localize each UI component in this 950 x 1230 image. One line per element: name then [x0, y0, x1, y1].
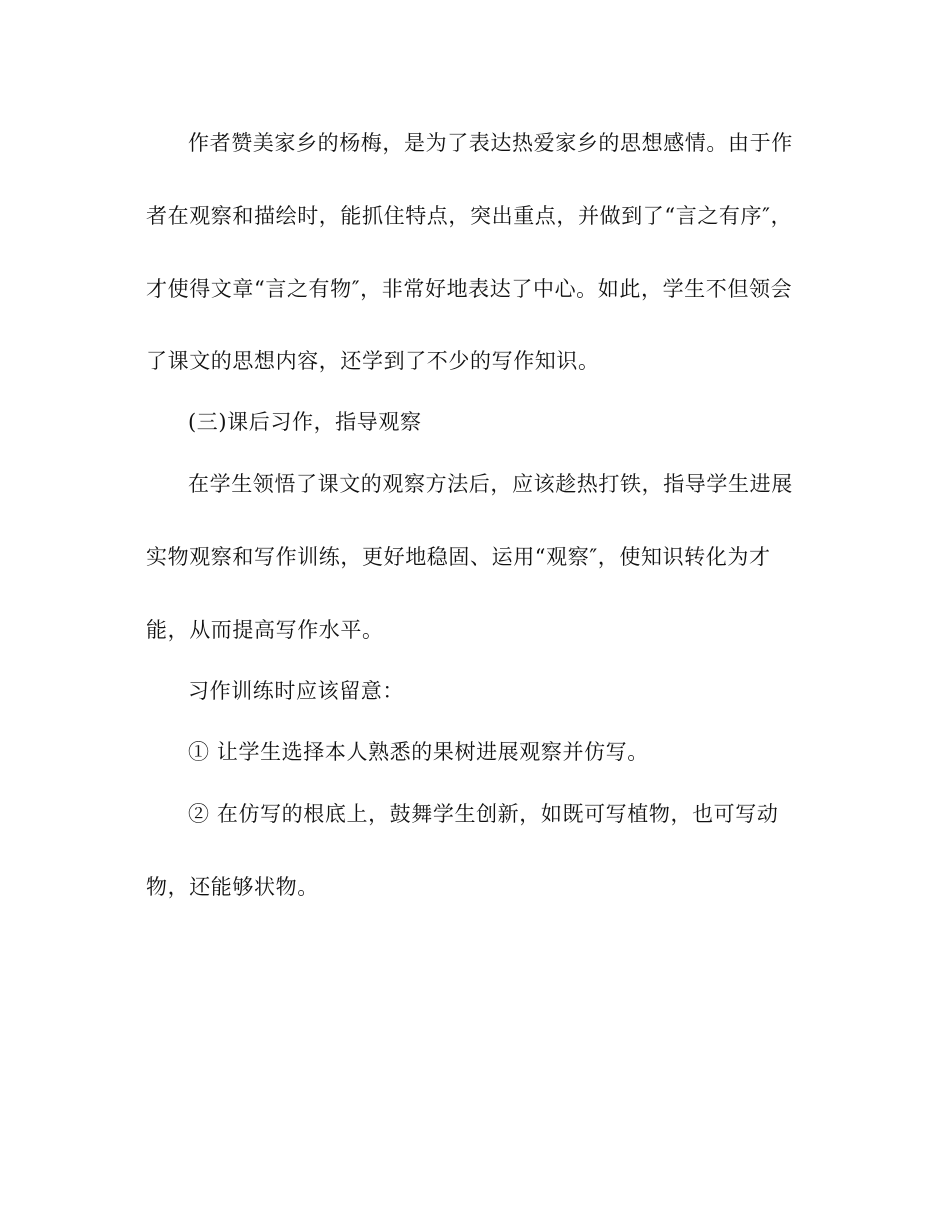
paragraph-line: 才使得文章“言之有物″，非常好地表达了中心。如此，学生不但领会 [146, 277, 793, 301]
list-item-continuation: 物，还能够状物。 [146, 875, 319, 899]
paragraph-line: 能，从而提高写作水平。 [146, 618, 384, 642]
paragraph-line: 者在观察和描绘时，能抓住特点，突出重点，并做到了“言之有序″， [146, 204, 793, 228]
section-heading: (三)课后习作，指导观察 [188, 410, 422, 434]
list-item: ① 让学生选择本人熟悉的果树进展观察并仿写。 [188, 740, 649, 764]
paragraph-line: 了课文的思想内容，还学到了不少的写作知识。 [146, 349, 600, 373]
paragraph-line: 作者赞美家乡的杨梅，是为了表达热爱家乡的思想感情。由于作 [188, 131, 793, 155]
list-item: ② 在仿写的根底上，鼓舞学生创新，如既可写植物，也可写动 [188, 802, 779, 826]
paragraph-line: 习作训练时应该留意： [188, 679, 404, 703]
paragraph-line: 在学生领悟了课文的观察方法后，应该趁热打铁，指导学生进展 [188, 472, 793, 496]
paragraph-line: 实物观察和写作训练，更好地稳固、运用“观察″，使知识转化为才 [146, 545, 771, 569]
